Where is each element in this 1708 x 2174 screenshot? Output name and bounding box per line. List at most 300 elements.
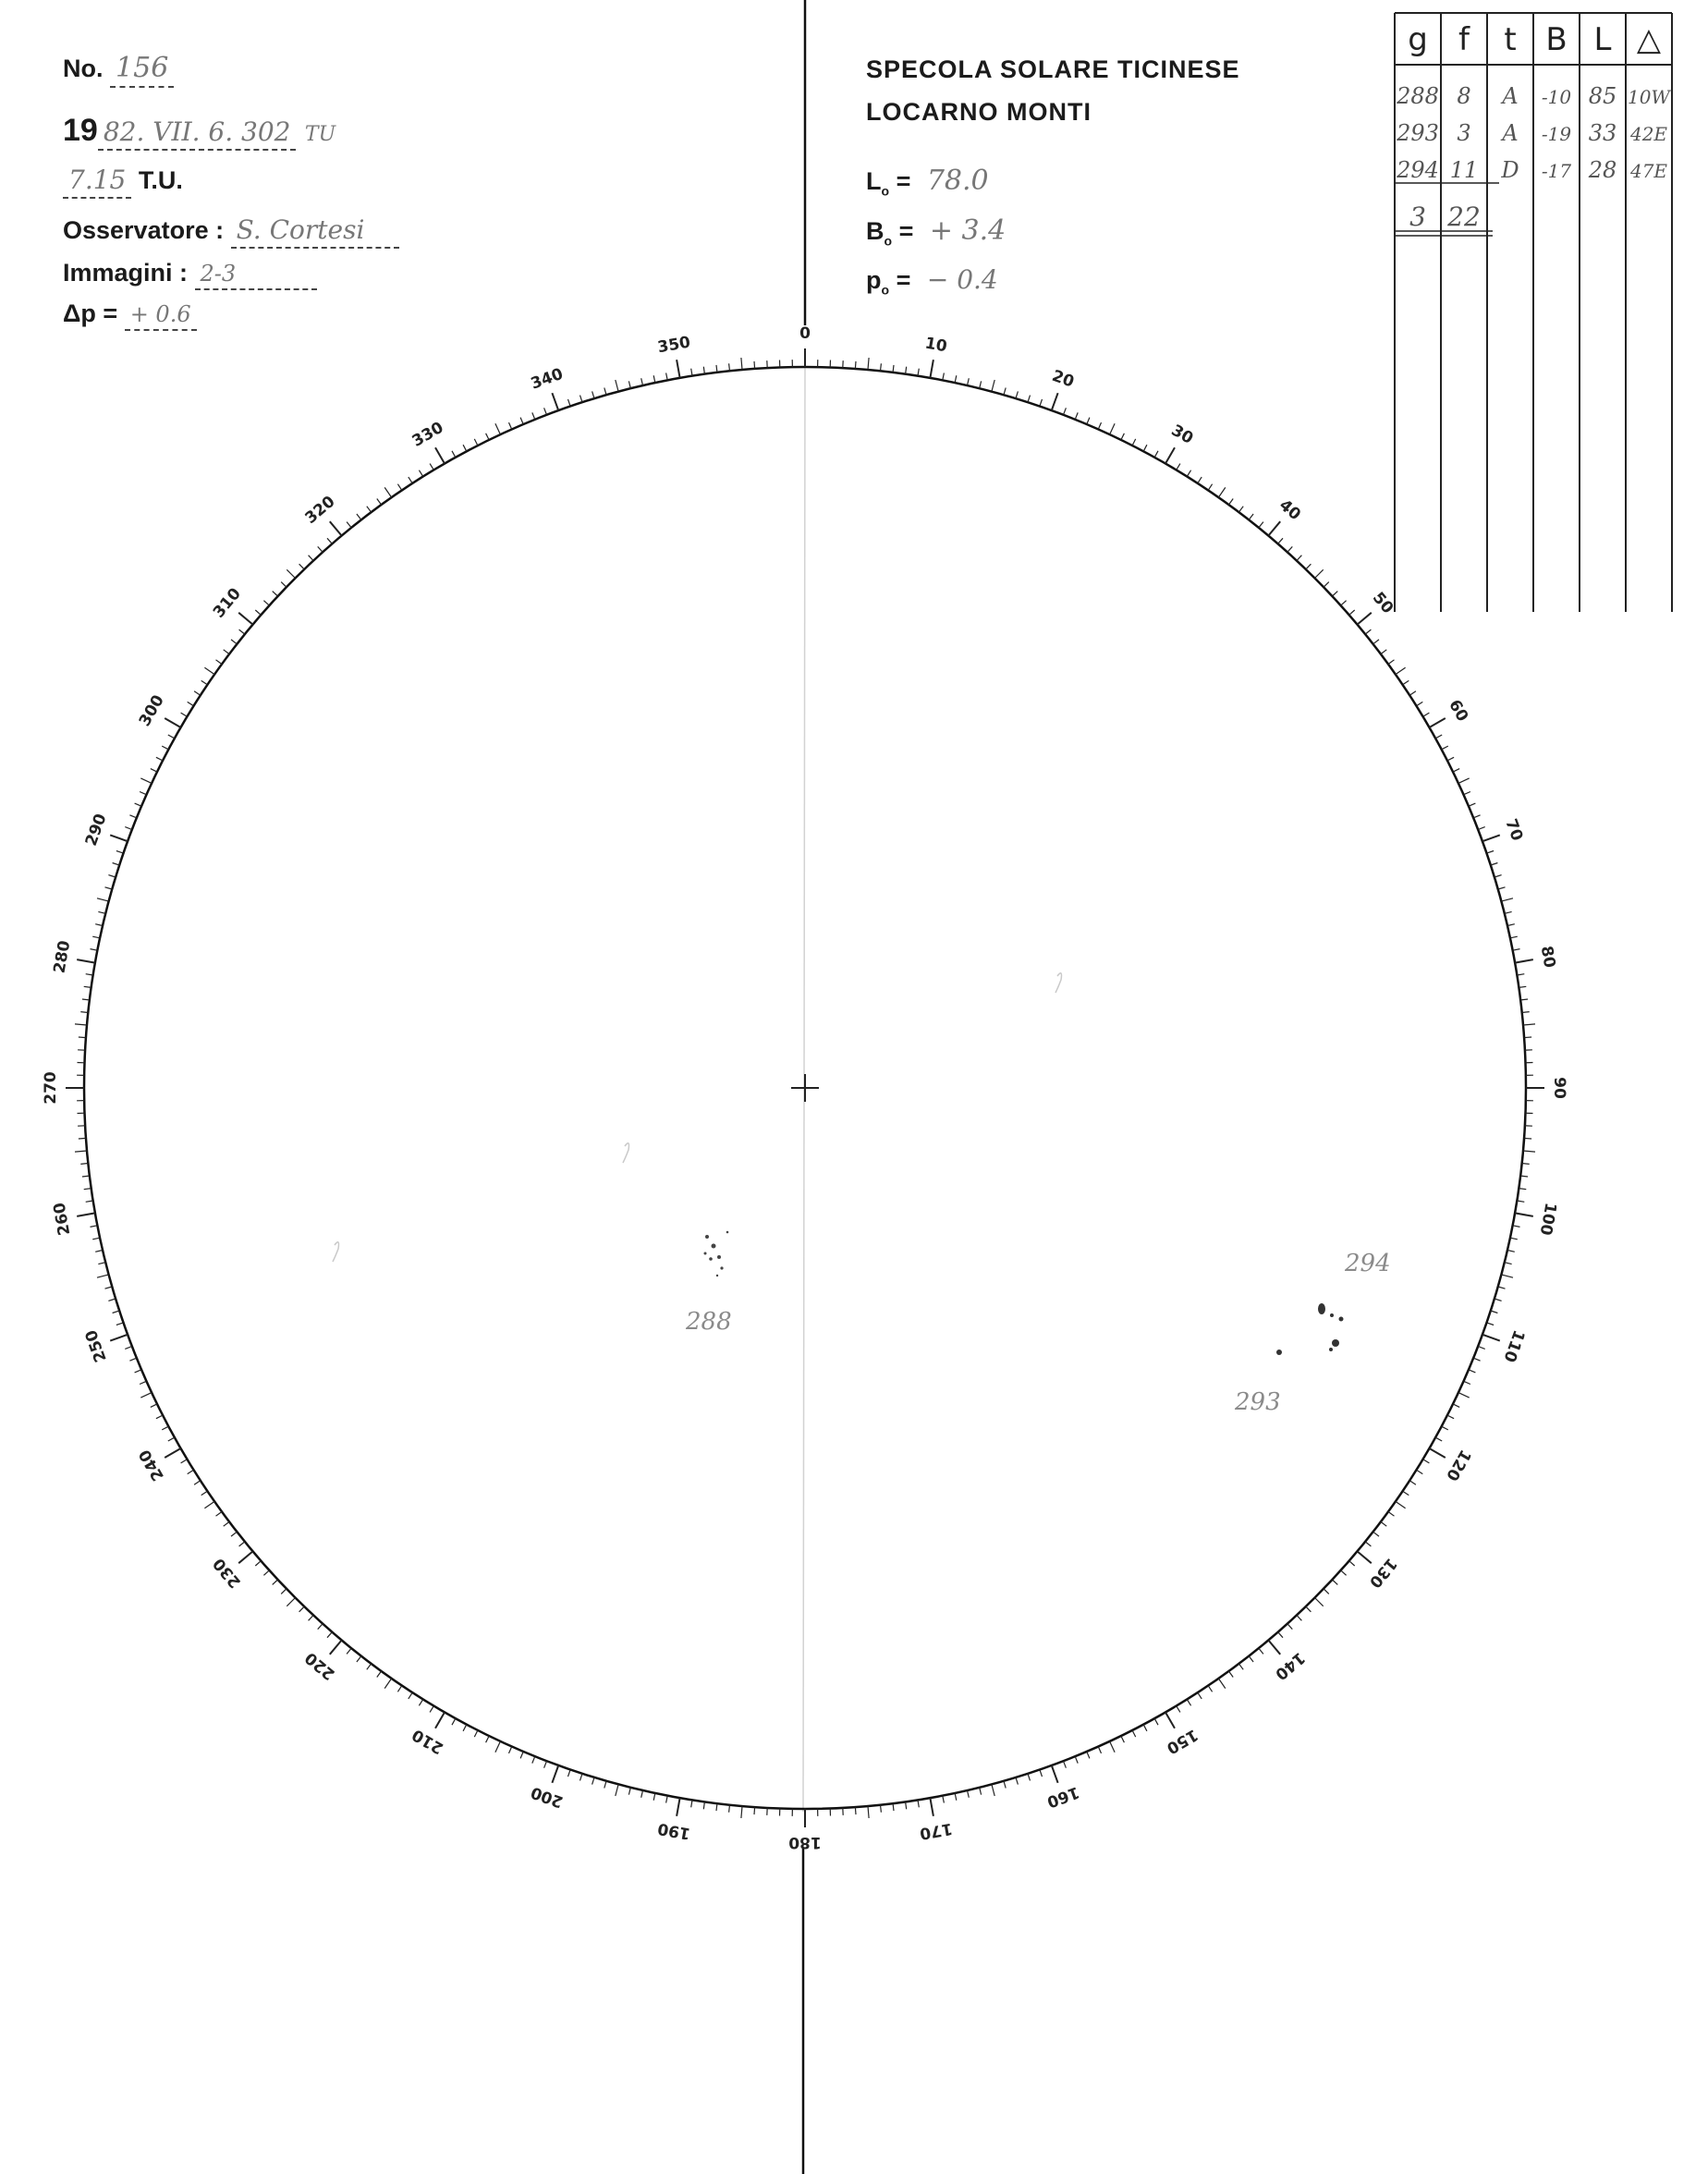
scale-tick: [592, 1777, 594, 1785]
scale-tick: [165, 1448, 180, 1458]
scale-tick: [1315, 569, 1324, 578]
scale-tick: [116, 851, 124, 854]
scale-tick: [1510, 1238, 1518, 1240]
table-cell: 293: [1397, 120, 1439, 146]
scale-tick: [1482, 1335, 1500, 1341]
scale-tick: [1278, 1632, 1283, 1638]
scale-label-210: 210: [409, 1725, 447, 1758]
scale-tick: [1249, 514, 1253, 519]
scale-tick: [201, 680, 208, 684]
scale-tick: [1417, 1470, 1423, 1473]
scale-tick: [1306, 1606, 1312, 1612]
table-cell: 11: [1449, 157, 1479, 183]
scale-tick: [1297, 556, 1301, 561]
table-cell: 3: [1457, 120, 1471, 146]
scale-tick: [1505, 911, 1512, 913]
scale-tick: [1306, 564, 1312, 569]
scale-tick: [98, 1263, 105, 1264]
scale-tick: [168, 1437, 175, 1441]
scale-tick: [1464, 1381, 1470, 1384]
scale-tick: [486, 434, 490, 440]
bo-value: + 3.4: [929, 214, 1006, 247]
scale-tick: [216, 660, 223, 665]
scale-tick: [327, 538, 332, 544]
scale-tick: [1453, 1404, 1459, 1408]
scale-tick: [1016, 1777, 1018, 1785]
scale-tick: [1524, 1037, 1531, 1038]
table-header-row: [1408, 21, 1662, 58]
scale-tick: [1075, 412, 1078, 419]
scale-tick: [968, 1790, 970, 1798]
scale-tick: [1333, 1580, 1338, 1584]
scale-tick: [92, 936, 100, 938]
scale-tick: [1473, 1358, 1480, 1361]
scale-tick: [239, 1542, 245, 1546]
scale-label-10: 10: [923, 334, 949, 357]
scale-tick: [435, 1713, 445, 1728]
scale-tick: [532, 412, 535, 419]
scale-tick: [1494, 1299, 1502, 1301]
scale-tick: [377, 499, 382, 506]
scale-tick: [1278, 538, 1283, 544]
scale-tick: [509, 1747, 512, 1753]
faculae-marks: [333, 973, 1062, 1262]
table-cell: 28: [1588, 157, 1617, 183]
scale-tick: [1315, 1598, 1324, 1606]
scale-label-320: 320: [301, 492, 339, 528]
scale-tick: [108, 1299, 116, 1301]
scale-tick: [1098, 422, 1101, 429]
scale-tick: [1464, 792, 1470, 795]
scale-tick: [955, 375, 957, 383]
scale-tick: [1458, 1393, 1470, 1398]
table-header-f: f: [1458, 21, 1470, 58]
scale-tick: [91, 949, 98, 951]
scale-tick: [1482, 835, 1500, 841]
scale-tick: [666, 373, 668, 381]
scale-tick: [604, 388, 606, 396]
scale-tick: [552, 393, 558, 410]
scale-tick: [255, 610, 261, 615]
scale-tick: [1121, 1736, 1125, 1742]
scale-tick: [110, 1335, 128, 1341]
scale-tick: [231, 1532, 237, 1536]
scale-label-190: 190: [656, 1818, 692, 1843]
scale-tick: [204, 1501, 214, 1508]
scale-tick: [452, 451, 456, 458]
scale-tick: [1435, 1437, 1442, 1441]
scale-tick: [281, 1589, 287, 1594]
scale-tick: [868, 358, 869, 370]
scale-tick: [754, 1807, 755, 1814]
table-cell: 85: [1588, 83, 1617, 109]
scale-label-220: 220: [301, 1648, 339, 1684]
scale-tick: [677, 1798, 680, 1816]
scale-tick: [287, 569, 295, 578]
scale-tick: [653, 1793, 655, 1801]
scale-tick: [486, 1736, 490, 1742]
scale-tick: [125, 1347, 132, 1350]
scale-tick: [347, 1648, 351, 1654]
scale-tick: [1198, 1692, 1202, 1699]
scale-tick: [1510, 936, 1518, 938]
scale-tick: [1430, 1448, 1446, 1458]
scale-tick: [474, 1730, 478, 1737]
lo-field: $L_o = 78.0$: [866, 165, 989, 199]
scale-tick: [1040, 399, 1043, 407]
scale-label-300: 300: [135, 691, 168, 730]
scale-tick: [86, 1201, 93, 1202]
scale-label-70: 70: [1501, 816, 1527, 844]
scale-tick: [691, 369, 692, 376]
scale-tick: [1478, 1347, 1485, 1350]
scale-tick: [238, 613, 252, 625]
scale-tick: [1218, 1679, 1225, 1689]
scale-tick: [84, 1189, 92, 1190]
scale-tick: [580, 1774, 583, 1781]
scale-tick: [544, 408, 547, 415]
scale-tick: [1052, 1765, 1058, 1783]
scale-tick: [1087, 1752, 1090, 1758]
scale-tick: [741, 1806, 742, 1818]
scale-tick: [703, 1801, 704, 1809]
scale-tick: [75, 1024, 87, 1025]
scale-label-280: 280: [50, 939, 75, 975]
time-suffix: T.U.: [138, 166, 183, 194]
scale-tick: [1435, 735, 1442, 739]
scale-tick: [1259, 522, 1263, 528]
scale-tick: [281, 582, 287, 588]
scale-tick: [1520, 999, 1528, 1000]
scale-tick: [162, 746, 168, 750]
scale-tick: [1409, 691, 1416, 695]
scale-tick: [1447, 1415, 1454, 1419]
table-cell: -10: [1541, 86, 1572, 108]
number-value: 156: [110, 52, 174, 88]
scale-tick: [1165, 447, 1175, 463]
table-cell: -19: [1541, 123, 1572, 145]
scale-tick: [165, 718, 180, 727]
scale-tick: [980, 381, 982, 388]
scale-tick: [140, 1381, 146, 1384]
scale-tick: [918, 369, 919, 376]
scale-tick: [1268, 521, 1280, 535]
scale-tick: [367, 1664, 372, 1669]
scale-tick: [430, 1706, 433, 1713]
scale-tick: [1229, 1671, 1234, 1678]
table-cell: D: [1501, 157, 1519, 183]
scale-tick: [1341, 601, 1347, 605]
scale-tick: [327, 1632, 332, 1638]
scale-tick: [716, 365, 717, 373]
scale-label-140: 140: [1271, 1648, 1309, 1684]
table-totals-row: [1409, 202, 1481, 232]
scale-label-150: 150: [1163, 1725, 1202, 1758]
scale-tick: [1297, 1616, 1301, 1621]
scale-tick: [666, 1796, 668, 1803]
scale-tick: [1341, 1570, 1347, 1575]
observatory-location: LOCARNO MONTI: [866, 98, 1092, 126]
table-cell: A: [1502, 83, 1519, 109]
scale-tick: [1238, 1664, 1243, 1669]
scale-tick: [330, 1641, 342, 1655]
scale-tick: [318, 1624, 323, 1630]
scale-tick: [91, 1226, 98, 1227]
scale-tick: [357, 514, 361, 519]
scale-tick: [156, 757, 163, 761]
scale-tick: [105, 887, 113, 889]
scale-label-20: 20: [1049, 366, 1077, 392]
scale-tick: [409, 477, 412, 483]
scale-tick: [156, 1415, 163, 1419]
scale-tick: [1177, 464, 1180, 470]
table-row: [1396, 120, 1667, 146]
table-cell: A: [1502, 120, 1519, 146]
scale-tick: [430, 464, 433, 470]
scale-tick: [1121, 434, 1125, 440]
scale-tick: [1087, 418, 1090, 424]
scale-tick: [1396, 667, 1406, 674]
scale-tick: [943, 373, 945, 381]
scale-label-170: 170: [918, 1818, 954, 1843]
scale-tick: [224, 650, 229, 654]
observer-value: S. Cortesi: [231, 214, 399, 249]
lo-label: L: [866, 167, 882, 195]
scale-tick: [1208, 484, 1212, 491]
scale-label-40: 40: [1275, 495, 1304, 525]
scale-tick: [906, 367, 907, 374]
scale-tick: [1409, 1481, 1416, 1484]
scale-tick: [1507, 924, 1515, 926]
images-label: Immagini :: [63, 259, 189, 287]
time-value: 7.15: [63, 165, 131, 199]
scale-tick: [273, 592, 278, 596]
scale-tick: [129, 1358, 136, 1361]
scale-label-110: 110: [1499, 1327, 1529, 1365]
scale-label-0: 0: [799, 324, 811, 343]
scale-tick: [1365, 629, 1371, 634]
scale-tick: [1004, 388, 1006, 396]
scale-tick: [855, 361, 856, 369]
scale-label-160: 160: [1044, 1782, 1082, 1812]
table-cell: 294: [1397, 157, 1439, 183]
scale-tick: [377, 1671, 382, 1678]
scale-label-270: 270: [42, 1071, 60, 1105]
scale-label-80: 80: [1536, 944, 1559, 970]
scale-tick: [1218, 487, 1225, 497]
scale-tick: [628, 381, 630, 388]
scale-tick: [1423, 713, 1430, 716]
scale-tick: [116, 1323, 124, 1325]
scale-tick: [435, 447, 445, 463]
scale-label-330: 330: [409, 418, 447, 451]
scale-tick: [1469, 1370, 1475, 1373]
scale-tick: [1505, 1263, 1512, 1264]
date-suffix: TU: [304, 123, 336, 146]
scale-tick: [113, 1311, 120, 1313]
scale-tick: [1143, 1725, 1147, 1731]
scale-tick: [1388, 660, 1395, 665]
scale-label-60: 60: [1445, 696, 1472, 726]
scale-tick: [135, 1370, 141, 1373]
group-label-288: 288: [686, 1308, 732, 1336]
scale-tick: [409, 1692, 412, 1699]
scale-tick: [263, 601, 269, 605]
scale-tick: [992, 1784, 994, 1796]
scale-tick: [1519, 1189, 1526, 1190]
scale-tick: [1473, 815, 1480, 818]
scale-tick: [397, 484, 401, 491]
scale-tick: [691, 1800, 692, 1807]
scale-tick: [1373, 640, 1379, 644]
table-header-g: g: [1408, 21, 1428, 58]
scale-tick: [1154, 451, 1158, 458]
scale-tick: [1524, 1138, 1531, 1139]
scale-tick: [1016, 391, 1018, 398]
scale-tick: [495, 1741, 501, 1753]
scale-tick: [255, 1561, 261, 1566]
scale-tick: [1442, 1426, 1448, 1430]
bo-field: $B_o$ = + 3.4: [866, 214, 1006, 249]
observatory-name: SPECOLA SOLARE TICINESE: [866, 55, 1240, 83]
scale-label-240: 240: [135, 1446, 168, 1484]
scale-tick: [97, 1275, 109, 1277]
scale-tick: [980, 1788, 982, 1795]
scale-tick: [162, 1426, 168, 1430]
scale-label-50: 50: [1368, 589, 1397, 617]
scale-tick: [397, 1686, 401, 1692]
scale-tick: [110, 835, 128, 841]
scale-tick: [1349, 610, 1355, 615]
scale-tick: [1487, 1323, 1494, 1325]
scale-tick: [1064, 1761, 1067, 1768]
scale-tick: [1229, 499, 1234, 506]
scale-label-250: 250: [81, 1327, 111, 1365]
table-header-l: L: [1593, 21, 1612, 58]
scale-tick: [568, 399, 571, 407]
scale-tick: [754, 361, 755, 369]
scale-tick: [419, 1700, 422, 1706]
scale-tick: [1453, 769, 1459, 773]
scale-tick: [893, 365, 894, 373]
scale-tick: [1417, 702, 1423, 705]
scale-tick: [463, 1725, 467, 1731]
scale-tick: [194, 691, 201, 695]
scale-tick: [943, 1796, 945, 1803]
scale-tick: [509, 422, 512, 429]
scale-tick: [641, 1790, 643, 1798]
scale-tick: [741, 358, 742, 370]
scale-tick: [1143, 445, 1147, 451]
scale-tick: [108, 875, 116, 877]
scale-tick: [1110, 1741, 1116, 1753]
scale-tick: [347, 522, 351, 528]
scale-tick: [140, 778, 152, 784]
scale-tick: [1365, 1542, 1371, 1546]
scale-tick: [97, 898, 109, 901]
scale-tick: [98, 911, 105, 913]
table-cell: 33: [1588, 120, 1617, 146]
scale-tick: [77, 1213, 95, 1216]
scale-tick: [287, 1598, 295, 1606]
scale-tick: [1478, 827, 1485, 830]
scale-tick: [716, 1803, 717, 1811]
scale-tick: [95, 1251, 103, 1252]
scale-label-260: 260: [50, 1201, 75, 1237]
sunspot-group-294: [1318, 1303, 1344, 1322]
scale-tick: [135, 803, 141, 806]
scale-tick: [79, 1138, 86, 1139]
table-cell: 8: [1457, 83, 1471, 109]
scale-tick: [1469, 803, 1475, 806]
scale-tick: [1491, 1311, 1498, 1313]
scale-tick: [616, 380, 618, 392]
scale-tick: [1430, 718, 1446, 727]
scale-tick: [1487, 851, 1494, 854]
scale-tick: [930, 1798, 933, 1816]
scale-label-200: 200: [528, 1782, 566, 1812]
scale-tick: [330, 521, 342, 535]
scale-tick: [1517, 1201, 1524, 1202]
scale-tick: [703, 367, 704, 374]
scale-tick: [1187, 1700, 1190, 1706]
scale-tick: [1498, 887, 1506, 889]
scale-tick: [1349, 1561, 1355, 1566]
scale-tick: [113, 863, 120, 866]
scale-label-90: 90: [1550, 1077, 1568, 1099]
scale-tick: [1523, 1151, 1535, 1152]
scale-tick: [105, 1287, 113, 1289]
scale-tick: [201, 1491, 208, 1495]
scale-tick: [181, 713, 188, 716]
scale-tick: [299, 1606, 305, 1612]
scale-tick: [92, 1238, 100, 1240]
scale-tick: [384, 1679, 391, 1689]
scale-tick: [1075, 1756, 1078, 1763]
scale-tick: [1501, 1275, 1513, 1277]
bo-label: B: [866, 217, 884, 245]
scale-tick: [1208, 1686, 1212, 1692]
scale-tick: [677, 360, 680, 378]
scale-tick: [544, 1761, 547, 1768]
scale-tick: [1358, 613, 1372, 625]
scale-label-350: 350: [656, 333, 692, 358]
scale-tick: [893, 1803, 894, 1811]
sunspot-group-293: [1276, 1339, 1339, 1355]
table-cell: 288: [1397, 83, 1439, 109]
scale-tick: [168, 735, 175, 739]
scale-tick: [930, 360, 933, 378]
scale-tick: [151, 769, 157, 773]
scale-tick: [1198, 477, 1202, 483]
scale-tick: [1132, 1730, 1136, 1737]
scale-tick: [273, 1580, 278, 1584]
table-row: [1396, 157, 1667, 183]
scale-tick: [181, 1460, 188, 1463]
scale-tick: [216, 1512, 223, 1517]
year-prefix: 19: [63, 113, 98, 148]
scale-tick: [1447, 757, 1454, 761]
scale-tick: [79, 1037, 86, 1038]
scale-tick: [357, 1656, 361, 1662]
scale-tick: [906, 1801, 907, 1809]
scale-tick: [1396, 1501, 1406, 1508]
scale-tick: [84, 986, 92, 987]
scale-tick: [452, 1718, 456, 1725]
sunspot-group-288: [704, 1231, 729, 1277]
scale-tick: [1498, 1287, 1506, 1289]
scale-label-130: 130: [1365, 1554, 1401, 1592]
